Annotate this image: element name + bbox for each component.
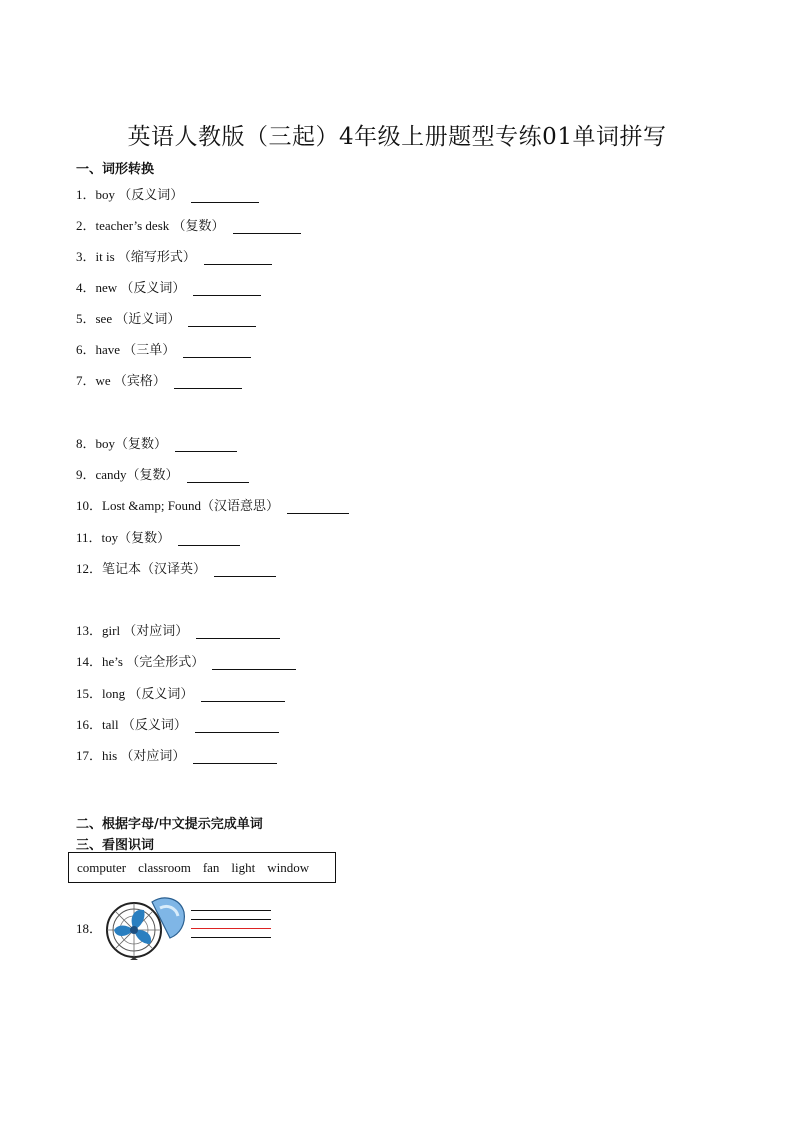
section-heading-3: 三、看图识词 — [76, 838, 155, 853]
answer-blank[interactable] — [287, 501, 349, 514]
page-title: 英语人教版（三起）4年级上册题型专练01单词拼写 — [127, 124, 667, 150]
question-5: 5．see （近义词） — [76, 308, 256, 327]
word-bank-item: fan — [202, 859, 220, 875]
question-4: 4．new （反义词） — [76, 277, 261, 296]
writing-line — [191, 910, 271, 911]
word-bank-item: classroom — [138, 859, 191, 875]
answer-blank[interactable] — [204, 252, 272, 265]
writing-lines[interactable] — [191, 910, 271, 946]
question-1: 1．boy （反义词） — [76, 184, 259, 203]
question-13: 13．girl （对应词） — [76, 620, 280, 639]
answer-blank[interactable] — [196, 626, 280, 639]
answer-blank[interactable] — [191, 190, 259, 203]
question-7: 7．we （宾格） — [76, 370, 242, 389]
question-2: 2．teacher’s desk （复数） — [76, 215, 301, 234]
section-heading-1: 一、词形转换 — [76, 162, 155, 177]
word-bank-item: window — [267, 859, 310, 875]
question-12: 12．笔记本（汉译英） — [76, 558, 276, 577]
fan-icon — [104, 894, 188, 965]
answer-blank[interactable] — [175, 439, 237, 452]
answer-blank[interactable] — [195, 720, 279, 733]
answer-blank[interactable] — [212, 657, 296, 670]
question-11: 11．toy（复数） — [76, 527, 240, 546]
question-15: 15．long （反义词） — [76, 683, 285, 702]
answer-blank[interactable] — [214, 564, 276, 577]
writing-line — [191, 937, 271, 938]
question-3: 3．it is （缩写形式） — [76, 246, 272, 265]
writing-line-red — [191, 928, 271, 929]
word-bank — [68, 852, 336, 883]
question-9: 9．candy（复数） — [76, 464, 249, 483]
answer-blank[interactable] — [201, 689, 285, 702]
answer-blank[interactable] — [188, 314, 256, 327]
question-16: 16．tall （反义词） — [76, 714, 279, 733]
writing-line — [191, 919, 271, 920]
question-18-number: 18． — [76, 921, 103, 936]
answer-blank[interactable] — [233, 221, 301, 234]
answer-blank[interactable] — [178, 533, 240, 546]
section-heading-2: 二、根据字母/中文提示完成单词 — [76, 817, 263, 832]
question-8: 8．boy（复数） — [76, 433, 237, 452]
word-bank-item: light — [231, 859, 256, 875]
question-14: 14．he’s （完全形式） — [76, 651, 296, 670]
question-6: 6．have （三单） — [76, 339, 251, 358]
question-10: 10．Lost &amp; Found（汉语意思） — [76, 495, 349, 514]
word-bank-item: computer — [77, 859, 127, 875]
answer-blank[interactable] — [183, 345, 251, 358]
answer-blank[interactable] — [174, 376, 242, 389]
answer-blank[interactable] — [187, 470, 249, 483]
question-17: 17．his （对应词） — [76, 745, 277, 764]
answer-blank[interactable] — [193, 751, 277, 764]
answer-blank[interactable] — [193, 283, 261, 296]
